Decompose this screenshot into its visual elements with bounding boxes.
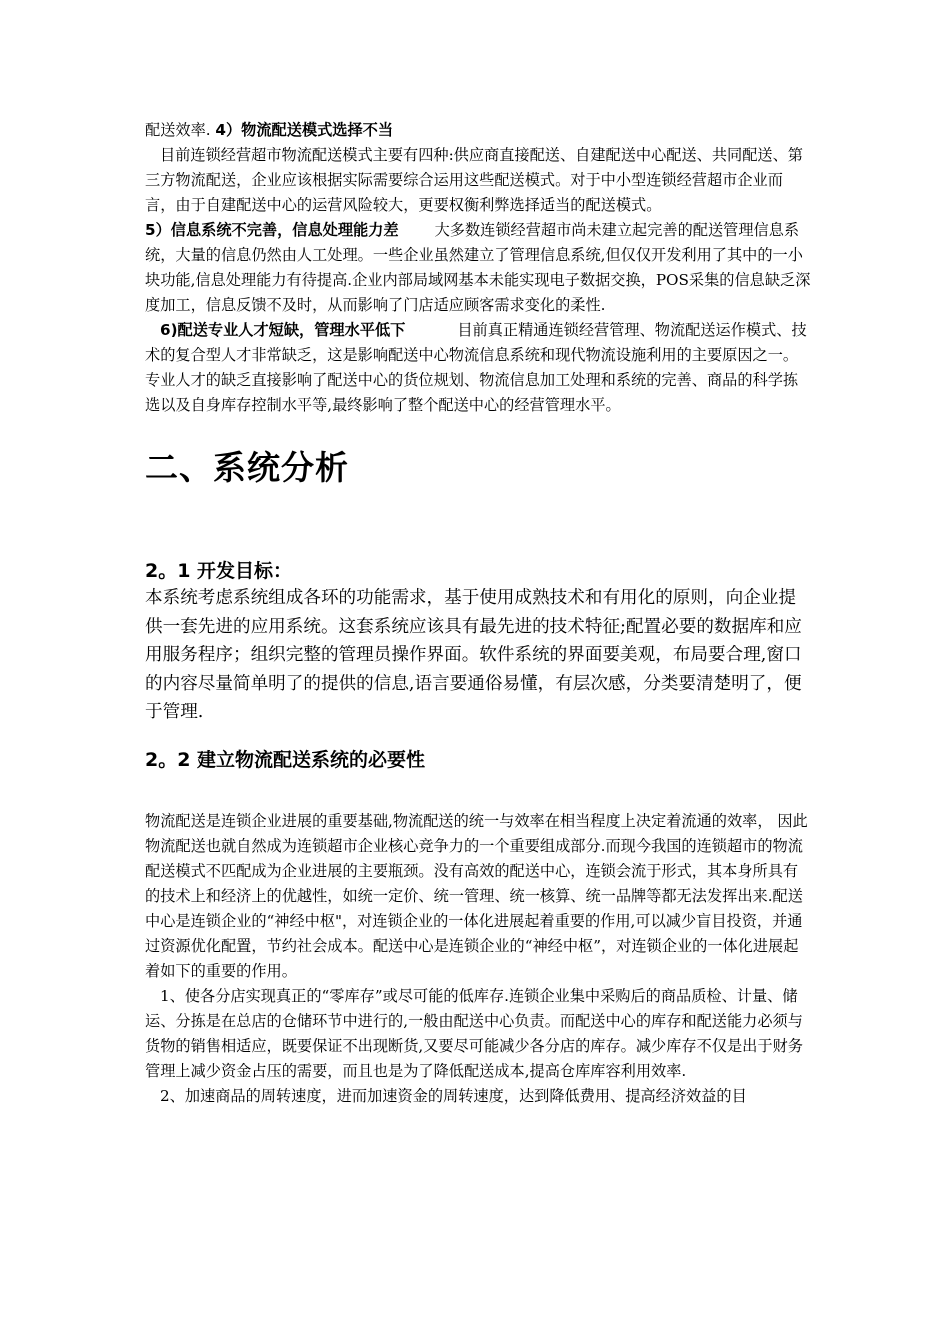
- chapter-title: 二、系统分析: [145, 448, 349, 487]
- section-2-2-title: 2。2 建立物流配送系统的必要性: [145, 748, 426, 771]
- list-item-2: 2、加速商品的周转速度，进而加速资金的周转速度，达到降低费用、提高经济效益的目: [160, 1086, 747, 1105]
- paragraph-line-1: [145, 118, 813, 143]
- subheading-5: 5）信息系统不完善，信息处理能力差: [145, 221, 399, 239]
- paragraph-talent: [145, 318, 813, 418]
- section-2-1-title: 2。1 开发目标：: [145, 560, 293, 582]
- paragraph-info-system: [145, 218, 813, 318]
- document-body: [145, 118, 813, 1109]
- paragraph-distribution-modes: 目前连锁经营超市物流配送模式主要有四种:供应商直接配送、自建配送中心配送、共同配送、第三方物流配送，企业应该根据实际需要综合运用这些配送模式。对于中小型连锁经营超市企业而言，由于自建配送中心的运营风险较大，更要权衡利弊选择适当的配送模式。: [145, 146, 803, 214]
- section-2-1-body: 本系统考虑系统组成各环的功能需求，基于使用成熟技术和有用化的原则，向企业提供一套先进的应用系统。这套系统应该具有最先进的技术特征;配置必要的数据库和应用服务程序；组织完整的管理员操作界面。软件系统的界面要美观，布局要合理,窗口的内容尽量简单明了的提供的信息,语言要通俗易懂，有层次感，分类要清楚明了，便于管理.: [145, 588, 802, 723]
- section-2-2-body: 物流配送是连锁企业进展的重要基础,物流配送的统一与效率在相当程度上决定着流通的效率， 因此物流配送也就自然成为连锁超市企业核心竞争力的一个重要组成部分.而现今我国的连锁超市的物流配送模式不匹配成为企业进展的主要瓶颈。没有高效的配送中心，连锁会流于形式，其本身所具有的技术上和经济上的优越性，如统一定价、统一管理、统一核算、统一品牌等都无法发挥出来.配送中心是连锁企业的“神经中枢"，对连锁企业的一体化进展起着重要的作用,可以减少盲目投资，并通过资源优化配置，节约社会成本。配送中心是连锁企业的“神经中枢”，对连锁企业的一体化进展起着如下的重要的作用。: [145, 811, 808, 980]
- paragraph-6-body: 目前真正精通连锁经营管理、物流配送运作模式、技术的复合型人才非常缺乏，这是影响配送中心物流信息系统和现代物流设施利用的主要原因之一。专业人才的缺乏直接影响了配送中心的货位规划、物流信息加工处理和系统的完善、商品的科学拣选以及自身库存控制水平等,最终影响了整个配送中心的经营管理水平。: [145, 321, 807, 414]
- text-fragment: 配送效率.: [145, 121, 211, 139]
- subheading-6: 6)配送专业人才短缺，管理水平低下: [160, 321, 406, 339]
- subheading-4: 4）物流配送模式选择不当: [215, 121, 394, 139]
- paragraph-5-body: 大多数连锁经营超市尚未建立起完善的配送管理信息系统，大量的信息仍然由人工处理。一些企业虽然建立了管理信息系统,但仅仅开发利用了其中的一小块功能,信息处理能力有待提高.企业内部局域网基本未能实现电子数据交换，POS采集的信息缺乏深度加工，信息反馈不及时，从而影响了门店适应顾客需求变化的柔性.: [145, 221, 811, 314]
- list-item-1: 1、使各分店实现真正的“零库存”或尽可能的低库存.连锁企业集中采购后的商品质检、计量、储运、分拣是在总店的仓储环节中进行的,一般由配送中心负责。而配送中心的库存和配送能力必须与货物的销售相适应，既要保证不出现断货,又要尽可能减少各分店的库存。减少库存不仅是出于财务管理上减少资金占压的需要，而且也是为了降低配送成本,提高仓库库容利用效率.: [145, 986, 803, 1080]
